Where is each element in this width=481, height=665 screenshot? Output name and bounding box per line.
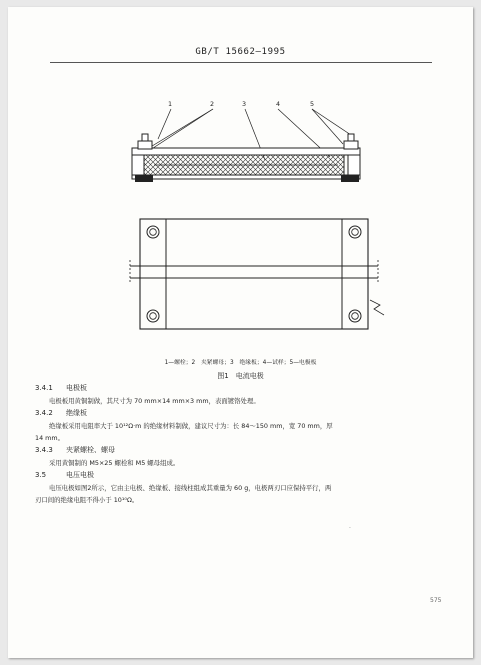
section-title: 电极板: [66, 384, 87, 392]
section-body: 电压电极如图2所示，它由主电极、绝缘板、接线柱组成其重量为 60 g，电极两刃口应保持平行，两: [49, 484, 332, 492]
right-bolt-head: [348, 134, 354, 141]
callout-4: 4: [276, 100, 281, 108]
right-block: [348, 155, 360, 175]
figure-legend: 1—螺栓；2 夹紧螺母；3 绝缘板；4—试样；5—电极板: [164, 360, 317, 366]
section-body: 电极板用黄铜制做，其尺寸为 70 mm×14 mm×3 mm，表面镀铬处理。: [49, 397, 260, 405]
leader-2a: [147, 109, 213, 152]
callout-1: 1: [168, 100, 173, 108]
bolt-hole-bottom-right: [349, 310, 361, 322]
section-number: 3.5: [35, 471, 47, 479]
right-nut-top: [344, 141, 358, 149]
stray-mark: ·: [349, 525, 351, 532]
plan-view: [130, 219, 384, 329]
cross-section-view: [132, 109, 360, 182]
section-body: 绝缘板采用电阻率大于 10¹²Ω·m 的绝缘材料制做，建议尺寸为：长 84～150 mm，宽 70 mm，厚: [49, 422, 333, 430]
section-body-continued: 刃口间的绝缘电阻不得小于 10¹⁰Ω。: [35, 496, 139, 504]
callout-2: 2: [210, 100, 215, 108]
page-number: 575: [430, 597, 442, 604]
callout-3: 3: [242, 100, 247, 108]
section-number: 3.4.1: [35, 384, 53, 392]
section-number: 3.4.3: [35, 446, 53, 454]
bolt-hole-top-left: [147, 226, 159, 238]
section-body-continued: 14 mm。: [35, 434, 65, 442]
section-title: 电压电极: [66, 471, 94, 479]
section-body: 采用黄铜制的 M5×25 螺栓和 M5 螺母组成。: [49, 459, 180, 467]
callout-5: 5: [310, 100, 315, 108]
section-title: 夹紧螺栓、螺母: [66, 446, 115, 454]
base-plate: [132, 175, 360, 179]
bolt-hole-bottom-left: [147, 310, 159, 322]
section-title: 绝缘板: [66, 409, 87, 417]
figure-caption: 图1 电流电极: [217, 372, 264, 380]
plan-outline: [140, 219, 368, 329]
left-nut-bottom: [135, 175, 153, 182]
document-page: [8, 7, 473, 658]
section-number: 3.4.2: [35, 409, 53, 417]
current-electrode-drawing: [8, 7, 473, 357]
left-nut-top: [138, 141, 152, 149]
left-block: [132, 155, 144, 175]
bolt-hole-top-right: [349, 226, 361, 238]
leader-1: [158, 109, 171, 139]
break-line: [370, 300, 384, 315]
right-nut-bottom: [341, 175, 359, 182]
left-bolt-head: [142, 134, 148, 141]
electrode-plate-top: [132, 148, 360, 155]
standard-code-header: GB/T 15662—1995: [195, 47, 286, 57]
